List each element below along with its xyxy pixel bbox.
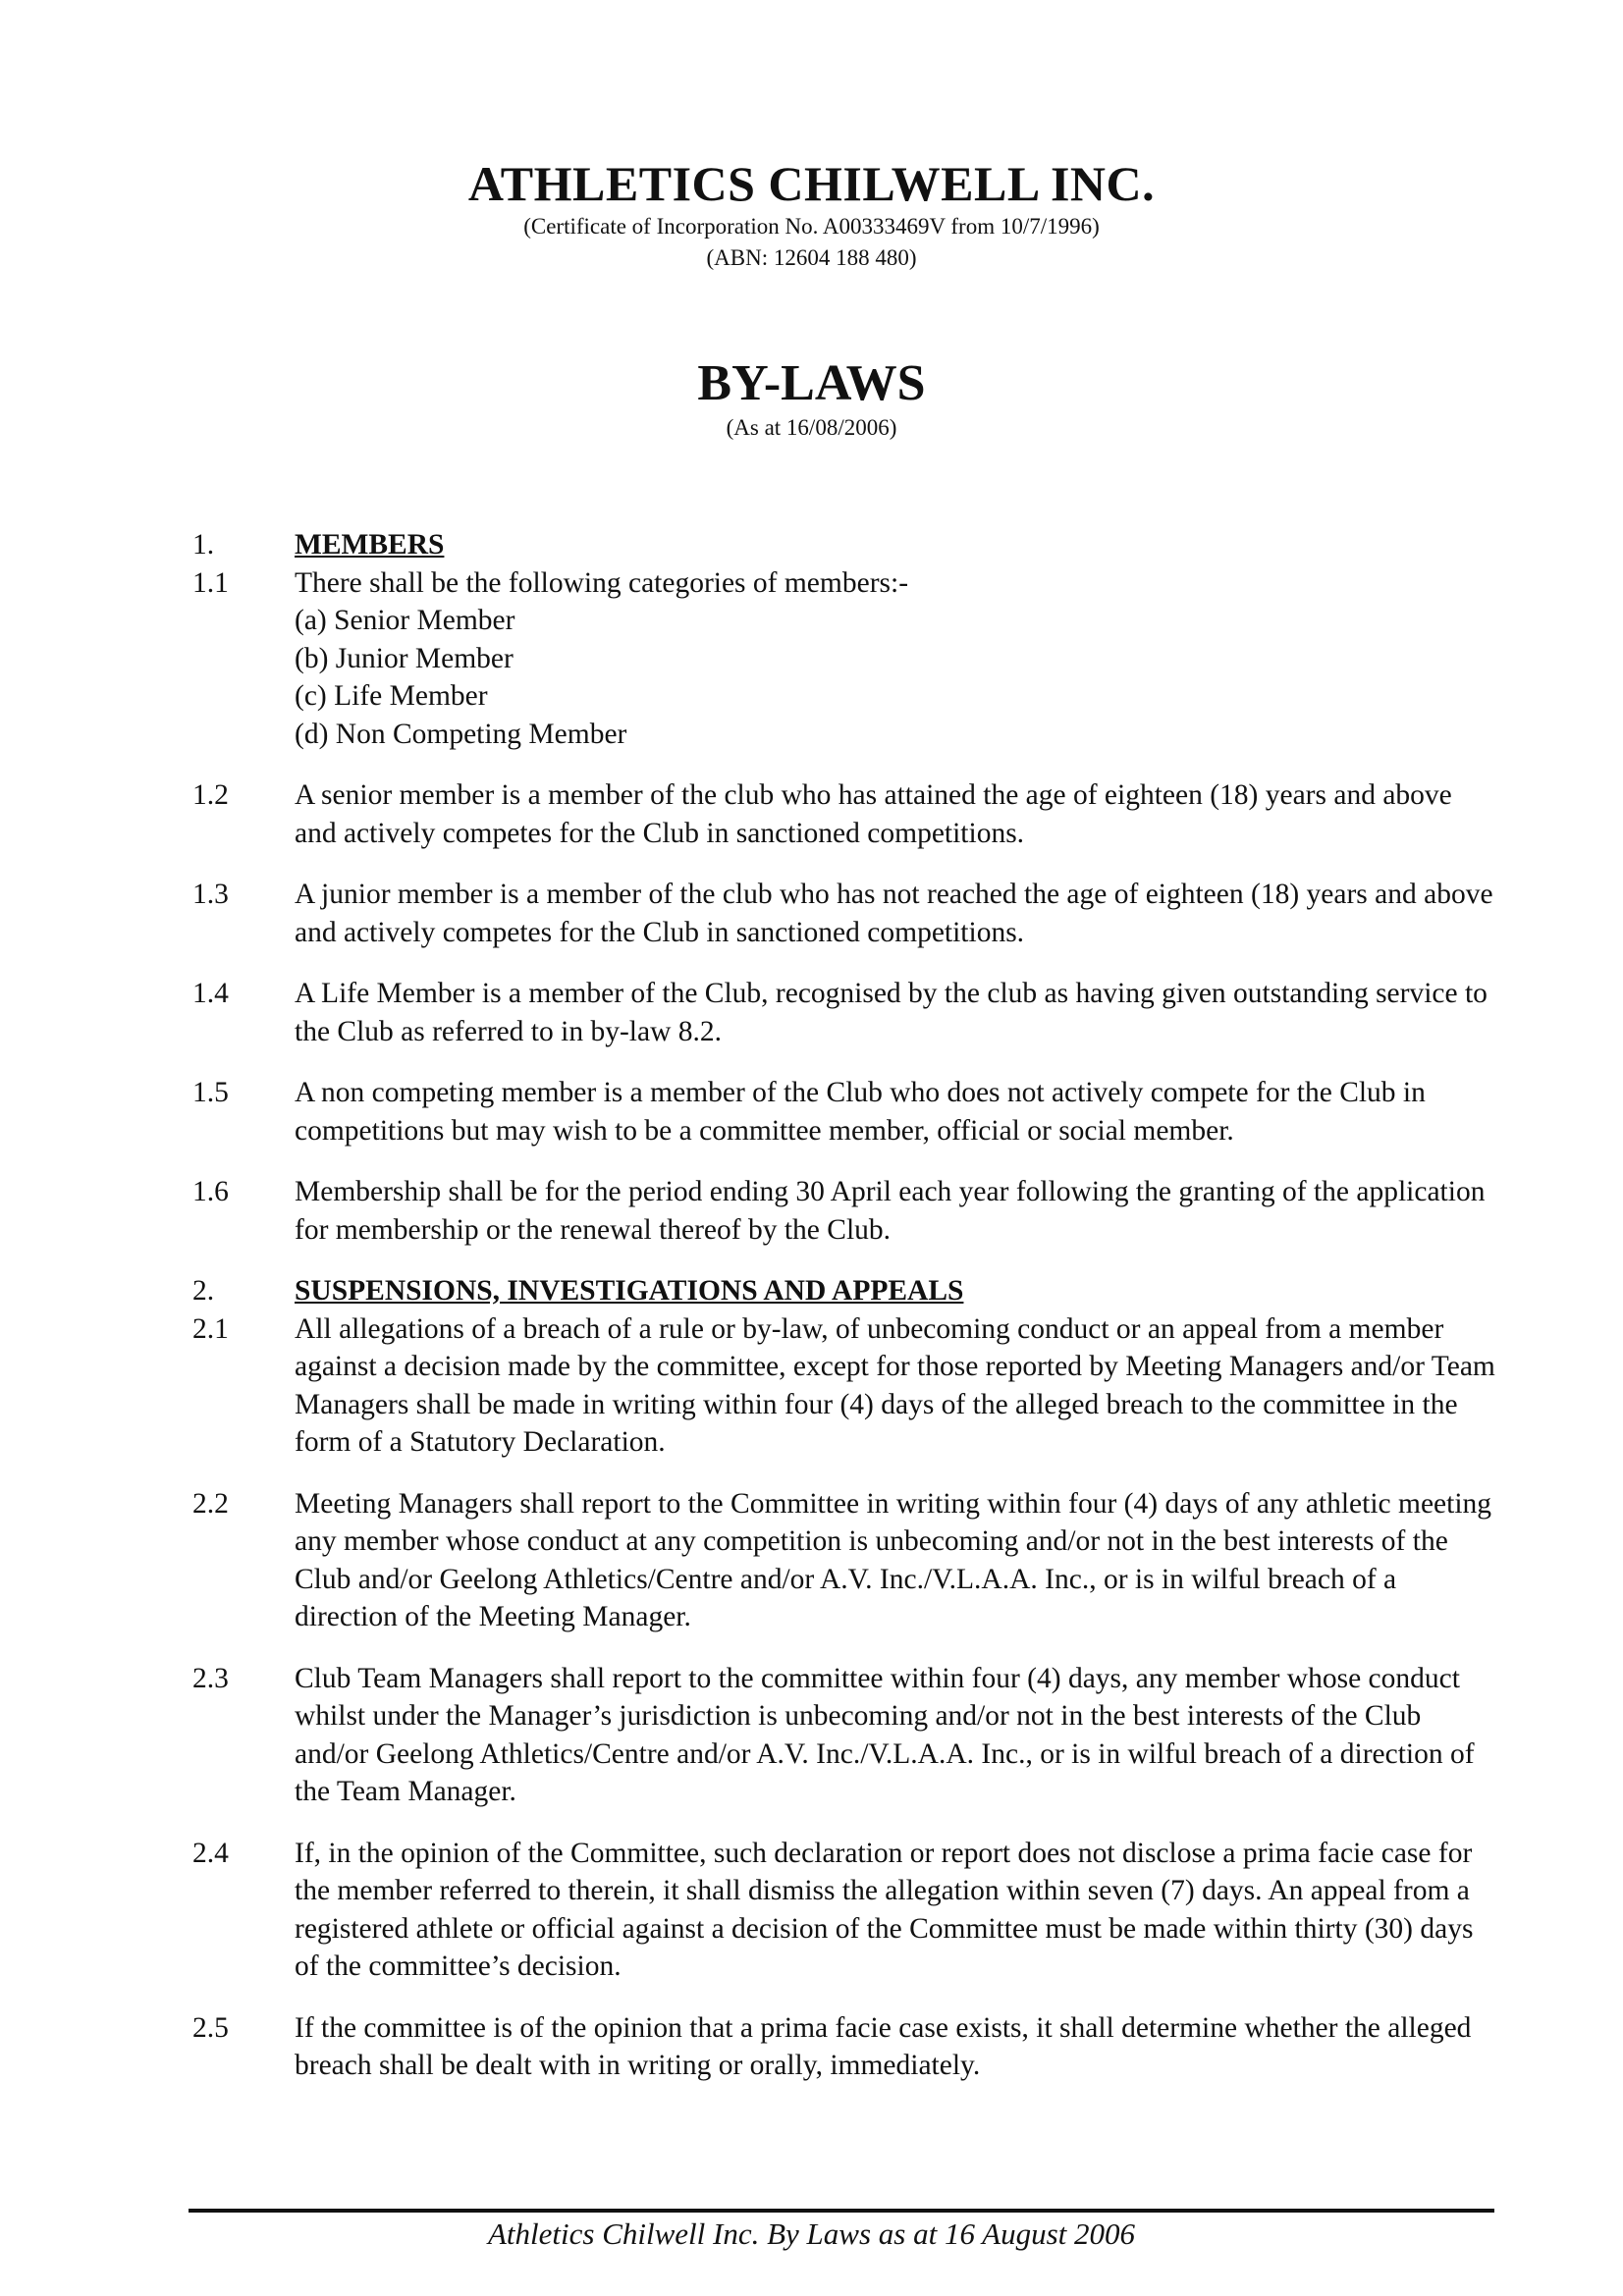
- clause-number: 1.2: [192, 779, 229, 811]
- clause-text: A Life Member is a member of the Club, recognised by the club as having given outstanding service to the Club as referred to in by-law 8.2.: [295, 978, 1488, 1047]
- clause-text: Meeting Managers shall report to the Committee in writing within four (4) days of any athletic meeting any member whose conduct at any competition is unbecoming and/or not in the best interests of the Club and/or Geelong Athletics/Centre and/or A.V. Inc./V.L.A.A. Inc., or is in wilful breach of a direction of the Meeting Manager.: [295, 1487, 1492, 1632]
- section-title: SUSPENSIONS, INVESTIGATIONS AND APPEALS: [295, 1275, 964, 1307]
- section-number: 1.: [192, 529, 215, 561]
- clause-text: A senior member is a member of the club who has attained the age of eighteen (18) years and above and actively competes for the Club in sanctioned competitions.: [295, 779, 1452, 849]
- document-title-block: [0, 355, 1623, 441]
- clause-text: Membership shall be for the period ending 30 April each year following the granting of the application for membership or the renewal thereof by the Club.: [295, 1176, 1486, 1246]
- clause-text: All allegations of a breach of a rule or by-law, of unbecoming conduct or an appeal from a member against a decision made by the committee, except for those reported by Meeting Managers and/or Team Managers shall be made in writing within four (4) days of the alleged breach to the committee in the form of a Statutory Declaration.: [295, 1312, 1495, 1458]
- clause-2-4: [192, 1835, 1498, 1986]
- abn-line: (ABN: 12604 188 480): [706, 245, 917, 271]
- clause-text: If the committee is of the opinion that a prima facie case exists, it shall determine whether the alleged breach shall be dealt with in writing or orally, immediately.: [295, 2011, 1472, 2081]
- clause-1-6: [192, 1173, 1498, 1249]
- footer-caption: Athletics Chilwell Inc. By Laws as at 16 August 2006: [487, 2216, 1136, 2251]
- section-heading-suspensions: [192, 1272, 1498, 1310]
- list-item: (d) Non Competing Member: [295, 718, 627, 750]
- clause-text: A non competing member is a member of the Club who does not actively compete for the Club in competitions but may wish to be a committee member, official or social member.: [295, 1077, 1426, 1147]
- clause-number: 1.3: [192, 879, 229, 910]
- clause-number: 2.3: [192, 1662, 229, 1694]
- clause-2-1: [192, 1310, 1498, 1462]
- document-header: [0, 157, 1623, 274]
- clause-2-3: [192, 1660, 1498, 1811]
- clause-1-5: [192, 1074, 1498, 1149]
- clause-1-2: [192, 776, 1498, 852]
- clause-text: There shall be the following categories of members:-: [295, 566, 909, 599]
- clause-1-1: [192, 564, 1498, 754]
- clause-2-5: [192, 2009, 1498, 2085]
- clause-number: 1.1: [192, 566, 229, 599]
- clause-2-2: [192, 1485, 1498, 1636]
- section-title: MEMBERS: [295, 529, 445, 561]
- document-title: BY-LAWS: [697, 355, 926, 411]
- clause-number: 1.6: [192, 1176, 229, 1207]
- clause-1-3: [192, 876, 1498, 951]
- footer-divider: [189, 2209, 1494, 2213]
- clause-number: 2.2: [192, 1487, 229, 1520]
- clause-number: 2.5: [192, 2011, 229, 2044]
- clause-text: A junior member is a member of the club who has not reached the age of eighteen (18) years and above and actively competes for the Club in sanctioned competitions.: [295, 879, 1493, 948]
- list-item: (a) Senior Member: [295, 605, 515, 636]
- clause-number: 2.4: [192, 1837, 229, 1869]
- organisation-name: ATHLETICS CHILWELL INC.: [467, 156, 1156, 211]
- clause-number: 1.5: [192, 1077, 229, 1108]
- clause-1-4: [192, 975, 1498, 1050]
- list-item: (c) Life Member: [295, 680, 488, 712]
- clause-text: If, in the opinion of the Committee, such declaration or report does not disclose a prima facie case for the member referred to therein, it shall dismiss the allegation within seven (7) days. An appeal from a registered athlete or official against a decision of the Committee must be made within thirty (30) days of the committee’s decision.: [295, 1837, 1474, 1982]
- section-number: 2.: [192, 1275, 215, 1307]
- list-item: (b) Junior Member: [295, 642, 514, 674]
- clause-number: 1.4: [192, 978, 229, 1009]
- clause-number: 2.1: [192, 1312, 229, 1345]
- certificate-line: (Certificate of Incorporation No. A00333469V from 10/7/1996): [523, 214, 1100, 239]
- clause-text: Club Team Managers shall report to the committee within four (4) days, any member whose conduct whilst under the Manager’s jurisdiction is unbecoming and/or not in the best interests of the Club and/or Geelong Athletics/Centre and/or A.V. Inc./V.L.A.A. Inc., or is in wilful breach of a direction of the Team Manager.: [295, 1662, 1475, 1807]
- as-at-date: (As at 16/08/2006): [726, 415, 897, 441]
- document-body: [192, 526, 1498, 2085]
- section-heading-members: [192, 526, 1498, 564]
